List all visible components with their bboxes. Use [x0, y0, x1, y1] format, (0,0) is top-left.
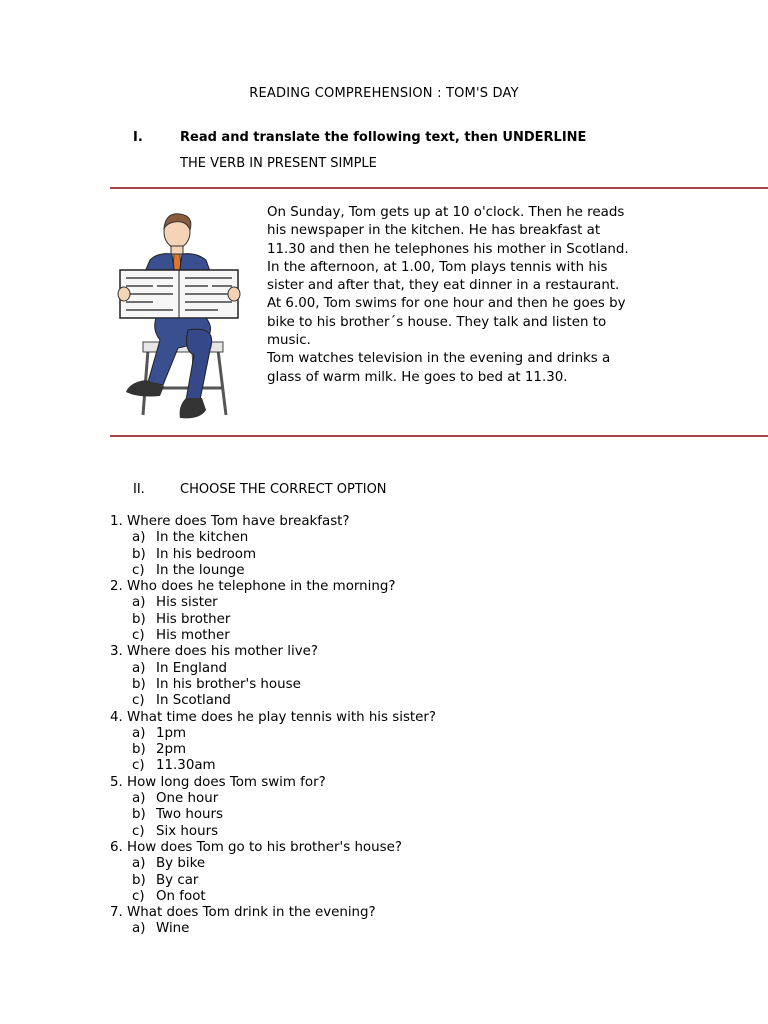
section-1-instruction: Read and translate the following text, then UNDERLINE — [180, 130, 587, 145]
passage-line: music. — [267, 333, 311, 349]
option-letter: b) — [132, 611, 146, 627]
passage-line: glass of warm milk. He goes to bed at 11.30. — [267, 369, 568, 385]
option — [110, 742, 710, 758]
option — [110, 563, 710, 579]
option-letter: a) — [132, 595, 146, 611]
option-text: 11.30am — [156, 758, 216, 774]
question-1: 1. Where does Tom have breakfast? — [110, 514, 350, 529]
option-text: His mother — [156, 628, 230, 644]
option-text: By car — [156, 872, 199, 888]
option-letter: c) — [132, 562, 145, 578]
passage-line: bike to his brother´s house. They talk and listen to — [267, 314, 607, 330]
option-letter: c) — [132, 628, 145, 644]
section-2-title: CHOOSE THE CORRECT OPTION — [180, 482, 387, 497]
option-text: In the kitchen — [156, 530, 249, 546]
section-2-number: II. — [133, 482, 145, 497]
option — [110, 693, 710, 709]
option — [110, 628, 710, 644]
passage-line: 11.30 and then he telephones his mother in Scotland. — [267, 241, 629, 257]
option-letter: a) — [132, 791, 146, 807]
option — [110, 530, 710, 546]
divider-bottom — [110, 435, 768, 437]
question-6: 6. How does Tom go to his brother's house? — [110, 839, 402, 855]
option — [110, 661, 710, 677]
option-letter: c) — [132, 758, 145, 774]
option-text: In his brother's house — [156, 676, 301, 692]
question-3: 3. Where does his mother live? — [110, 644, 318, 660]
option-letter: a) — [132, 921, 146, 937]
page-title: READING COMPREHENSION : TOM'S DAY — [249, 86, 519, 101]
option-letter: a) — [132, 660, 146, 676]
option-letter: a) — [132, 725, 146, 741]
option-letter: b) — [132, 742, 146, 758]
option-letter: c) — [132, 823, 145, 839]
question-5: 5. How long does Tom swim for? — [110, 774, 326, 790]
question-7: 7. What does Tom drink in the evening? — [110, 905, 376, 921]
question-2: 2. Who does he telephone in the morning? — [110, 579, 396, 595]
option — [110, 921, 710, 937]
option — [110, 856, 710, 872]
option-letter: c) — [132, 888, 145, 904]
option — [110, 758, 710, 774]
passage-line: Tom watches television in the evening and drinks a — [267, 351, 611, 367]
passage-line: At 6.00, Tom swims for one hour and then he goes by — [267, 296, 626, 312]
option — [110, 824, 710, 840]
passage-line: his newspaper in the kitchen. He has breakfast at — [267, 223, 601, 239]
option-letter: a) — [132, 530, 146, 546]
option-letter: b) — [132, 872, 146, 888]
question-list — [110, 514, 710, 938]
reading-passage — [267, 204, 667, 387]
option-letter: a) — [132, 856, 146, 872]
option — [110, 677, 710, 693]
passage-line: On Sunday, Tom gets up at 10 o'clock. Then he reads — [267, 205, 625, 220]
option-text: His sister — [156, 595, 218, 611]
option-text: In England — [156, 660, 228, 676]
option-letter: b) — [132, 807, 146, 823]
option-text: Two hours — [156, 807, 224, 823]
passage-line: In the afternoon, at 1.00, Tom plays tennis with his — [267, 259, 608, 275]
option — [110, 873, 710, 889]
option — [110, 807, 710, 823]
option-text: His brother — [156, 611, 231, 627]
option — [110, 889, 710, 905]
section-1-instruction-continued: THE VERB IN PRESENT SIMPLE — [180, 156, 377, 171]
option-text: In the lounge — [156, 562, 245, 578]
option-text: 2pm — [156, 742, 187, 758]
option-text: Six hours — [156, 823, 219, 839]
option — [110, 791, 710, 807]
option-text: 1pm — [156, 725, 187, 741]
option-text: In Scotland — [156, 693, 231, 709]
option-letter: b) — [132, 546, 146, 562]
option — [110, 726, 710, 742]
question-4: 4. What time does he play tennis with his sister? — [110, 709, 437, 725]
option-text: One hour — [156, 791, 219, 807]
section-1-number: I. — [133, 130, 143, 145]
option-text: Wine — [156, 921, 190, 937]
passage-line: sister and after that, they eat dinner in a restaurant. — [267, 278, 620, 294]
divider-top — [110, 187, 768, 189]
option — [110, 547, 710, 563]
option-text: In his bedroom — [156, 546, 257, 562]
man-reading-newspaper-icon — [108, 210, 248, 432]
option-letter: c) — [132, 693, 145, 709]
option-text: On foot — [156, 888, 206, 904]
option-text: By bike — [156, 856, 206, 872]
option — [110, 612, 710, 628]
option-letter: b) — [132, 676, 146, 692]
option — [110, 595, 710, 611]
